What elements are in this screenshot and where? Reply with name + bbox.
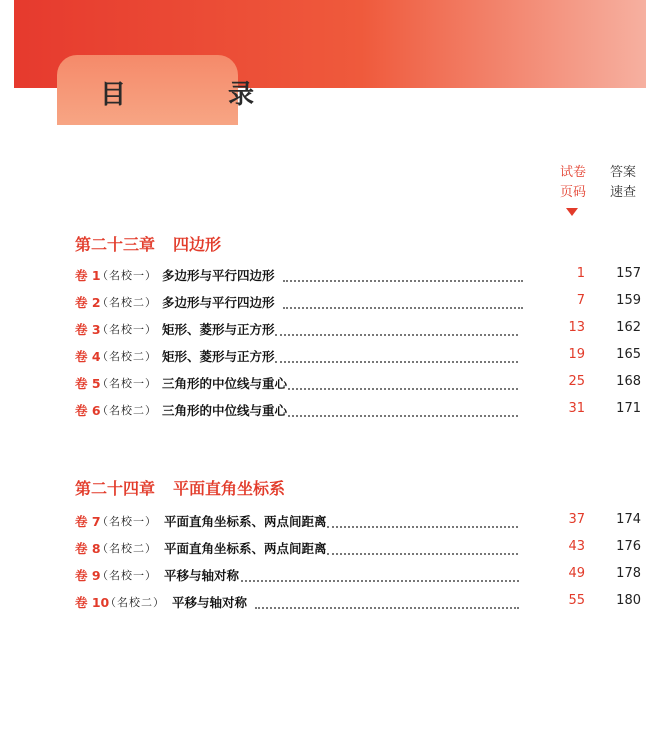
answer-page-number: 165 xyxy=(616,347,641,362)
paper-page-number: 43 xyxy=(568,539,585,554)
paper-number: 卷 7 xyxy=(75,514,101,529)
dot-leader xyxy=(275,347,518,363)
paper-number: 卷 5 xyxy=(75,376,101,391)
chapter-name: 四边形 xyxy=(173,235,222,254)
paper-page-header-line: 页码 xyxy=(559,185,586,200)
school-tag: （名校一） xyxy=(97,377,157,390)
answer-page-number: 171 xyxy=(616,401,641,416)
dot-leader xyxy=(275,320,518,336)
school-tag: （名校二） xyxy=(97,350,157,363)
entry-title: 矩形、菱形与正方形 xyxy=(162,322,275,337)
paper-number: 卷 9 xyxy=(75,568,101,583)
toc-entry[interactable] xyxy=(75,539,645,559)
paper-page-number: 37 xyxy=(568,512,585,527)
paper-number: 卷 4 xyxy=(75,349,101,364)
school-tag: （名校二） xyxy=(97,296,157,309)
paper-page-number: 49 xyxy=(568,566,585,581)
answer-page-number: 157 xyxy=(616,266,641,281)
chapter-heading xyxy=(75,232,221,255)
paper-page-number: 19 xyxy=(568,347,585,362)
triangle-down-icon xyxy=(566,208,578,216)
school-tag: （名校一） xyxy=(97,569,157,582)
paper-page-number: 31 xyxy=(568,401,585,416)
toc-entry[interactable] xyxy=(75,347,645,367)
answer-lookup-column-header xyxy=(606,163,640,203)
answer-header-line: 速查 xyxy=(609,185,636,200)
entry-title: 平移与轴对称 xyxy=(172,595,248,610)
entry-title: 平面直角坐标系、两点间距离 xyxy=(164,541,327,556)
entry-title: 平面直角坐标系、两点间距离 xyxy=(164,514,327,529)
school-tag: （名校一） xyxy=(97,515,157,528)
paper-number: 卷 3 xyxy=(75,322,101,337)
entry-title: 三角形的中位线与重心 xyxy=(162,403,288,418)
paper-page-number: 7 xyxy=(576,293,585,308)
school-tag: （名校一） xyxy=(97,269,157,282)
entry-title: 多边形与平行四边形 xyxy=(162,295,275,310)
chapter-number: 第二十四章 xyxy=(75,479,156,498)
dot-leader xyxy=(255,593,519,609)
paper-page-number: 1 xyxy=(576,266,585,281)
entry-title: 多边形与平行四边形 xyxy=(162,268,275,283)
paper-page-number: 55 xyxy=(568,593,585,608)
paper-page-column-header xyxy=(556,163,590,203)
entry-title: 平移与轴对称 xyxy=(164,568,240,583)
paper-number: 卷 1 xyxy=(75,268,101,283)
dot-leader xyxy=(283,293,523,309)
school-tag: （名校二） xyxy=(97,404,157,417)
toc-entry[interactable] xyxy=(75,374,645,394)
answer-page-number: 162 xyxy=(616,320,641,335)
toc-entry[interactable] xyxy=(75,293,645,313)
dot-leader xyxy=(327,512,518,528)
dot-leader xyxy=(288,374,518,390)
school-tag: （名校一） xyxy=(97,323,157,336)
chapter-heading xyxy=(75,476,285,499)
paper-number: 卷 10 xyxy=(75,595,110,610)
paper-page-header-line: 试卷 xyxy=(559,165,586,180)
answer-page-number: 174 xyxy=(616,512,641,527)
toc-entry[interactable] xyxy=(75,320,645,340)
toc-entry[interactable] xyxy=(75,566,645,586)
dot-leader xyxy=(288,401,518,417)
page-title: 目 录 xyxy=(100,80,293,110)
paper-number: 卷 8 xyxy=(75,541,101,556)
dot-leader xyxy=(283,266,523,282)
toc-entry[interactable] xyxy=(75,266,645,286)
school-tag: （名校二） xyxy=(97,542,157,555)
paper-page-number: 25 xyxy=(568,374,585,389)
answer-page-number: 176 xyxy=(616,539,641,554)
paper-number: 卷 6 xyxy=(75,403,101,418)
entry-title: 矩形、菱形与正方形 xyxy=(162,349,275,364)
paper-page-number: 13 xyxy=(568,320,585,335)
answer-header-line: 答案 xyxy=(609,165,636,180)
answer-page-number: 159 xyxy=(616,293,641,308)
answer-page-number: 180 xyxy=(616,593,641,608)
toc-entry[interactable] xyxy=(75,512,645,532)
entry-title: 三角形的中位线与重心 xyxy=(162,376,288,391)
dot-leader xyxy=(241,566,519,582)
school-tag: （名校二） xyxy=(105,596,165,609)
chapter-name: 平面直角坐标系 xyxy=(173,479,286,498)
dot-leader xyxy=(327,539,518,555)
answer-page-number: 178 xyxy=(616,566,641,581)
toc-entry[interactable] xyxy=(75,401,645,421)
paper-number: 卷 2 xyxy=(75,295,101,310)
toc-entry[interactable] xyxy=(75,593,645,613)
answer-page-number: 168 xyxy=(616,374,641,389)
chapter-number: 第二十三章 xyxy=(75,235,156,254)
